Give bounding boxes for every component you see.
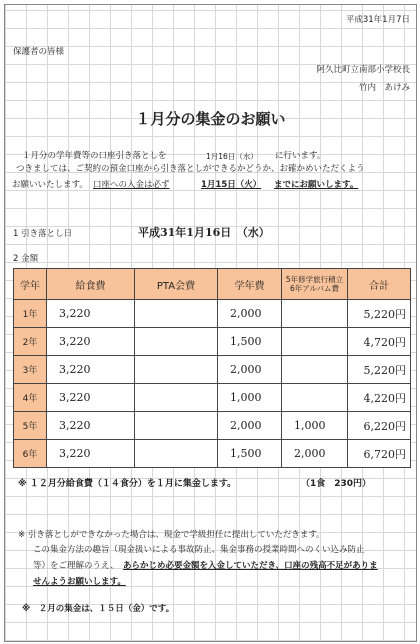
cell-kyushoku: 3,220 [47,300,135,328]
page-title: １月分の集金のお願い [135,110,286,128]
cell-gakunen: 1,500 [218,328,282,356]
cell-extra: 1,000 [282,412,348,440]
para3-b: 口座への入金は必ず [93,180,170,190]
cell-pta [135,440,218,468]
para2: つきましては、ご契約の預金口座から引き落としができるかどうか、お確かめいただくよう [16,164,365,174]
cell-extra [282,328,348,356]
col-extra-line2: 6年アルバム費 [290,284,339,293]
cell-gakunen: 2,000 [218,300,282,328]
cell-total: 5,220円 [348,300,411,328]
note-withdrawal-line3a: 等）をご理解のうえ、 [33,561,119,571]
cell-pta [135,356,218,384]
sender-school: 阿久比町立南部小学校長 [316,65,410,75]
issue-date: 平成31年1月7日 [345,15,410,25]
cell-gakunen: 1,500 [218,440,282,468]
section1-value: 平成31年1月16日 （水） [138,226,270,239]
row-grade: 6年 [14,440,47,468]
recipient: 保護者の皆様 [13,47,65,57]
fee-table-header [14,269,411,300]
cell-extra [282,300,348,328]
cell-pta [135,328,218,356]
cell-total: 4,220円 [348,384,411,412]
para1-date: 1月16日（水） [206,152,258,161]
section2-label: 2 金額 [13,254,39,264]
note-lunch-price: （1食 230円） [301,479,372,489]
cell-extra [282,384,348,412]
row-grade: 2年 [14,328,47,356]
table-row [14,384,411,412]
cell-gakunen: 2,000 [218,412,282,440]
section1-label: 1 引き落とし日 [13,229,73,239]
sender-name: 竹内 あけみ [358,83,410,93]
cell-extra: 2,000 [282,440,348,468]
fee-table [13,268,411,468]
table-row [14,328,411,356]
cell-kyushoku: 3,220 [47,356,135,384]
note-withdrawal-line2: この集金方法の趣旨（現金扱いによる事故防止、集金事務の授業時間へのくい込み防止 [33,545,365,555]
row-grade: 4年 [14,384,47,412]
cell-pta [135,384,218,412]
cell-total: 4,720円 [348,328,411,356]
document-sheet [4,4,417,642]
cell-total: 5,220円 [348,356,411,384]
col-gakunen: 学年費 [218,269,282,300]
col-extra [282,269,348,300]
cell-kyushoku: 3,220 [47,412,135,440]
cell-pta [135,300,218,328]
cell-pta [135,412,218,440]
table-row [14,412,411,440]
cell-kyushoku: 3,220 [47,328,135,356]
row-grade: 1年 [14,300,47,328]
col-total: 合計 [348,269,411,300]
cell-gakunen: 1,000 [218,384,282,412]
para1-a: １月分の学年費等の口座引き落としを [22,151,167,161]
note-lunch: ※ １２月分給食費（１４食分）を１月に集金します。 [18,479,237,489]
note-withdrawal-line3b: あらかじめ必要金額を入金していただき、口座の残高不足がありま [123,561,378,571]
row-grade: 3年 [14,356,47,384]
col-pta: PTA会費 [135,269,218,300]
col-grade: 学年 [14,269,47,300]
cell-kyushoku: 3,220 [47,440,135,468]
note-withdrawal-line4: せんようお願いします。 [33,577,126,587]
cell-total: 6,220円 [348,412,411,440]
cell-kyushoku: 3,220 [47,384,135,412]
col-extra-line1: 5年修学旅行積立 [285,274,344,284]
row-grade: 5年 [14,412,47,440]
table-row [14,440,411,468]
note-withdrawal-line1: ※ 引き落としができなかった場合は、現金で学級担任に提出していただきます。 [18,530,325,540]
para3-a: お願いいたします。 [12,180,88,190]
para1-b: に行います。 [275,151,326,161]
col-kyushoku: 給食費 [47,269,135,300]
note-february: ※ ２月の集金は、１５日（金）です。 [22,604,175,614]
cell-total: 6,720円 [348,440,411,468]
cell-gakunen: 2,000 [218,356,282,384]
table-row [14,300,411,328]
para3-d: までにお願いします。 [274,180,359,190]
table-row [14,356,411,384]
para3-deadline: 1月15日（火） [201,180,262,190]
cell-extra [282,356,348,384]
